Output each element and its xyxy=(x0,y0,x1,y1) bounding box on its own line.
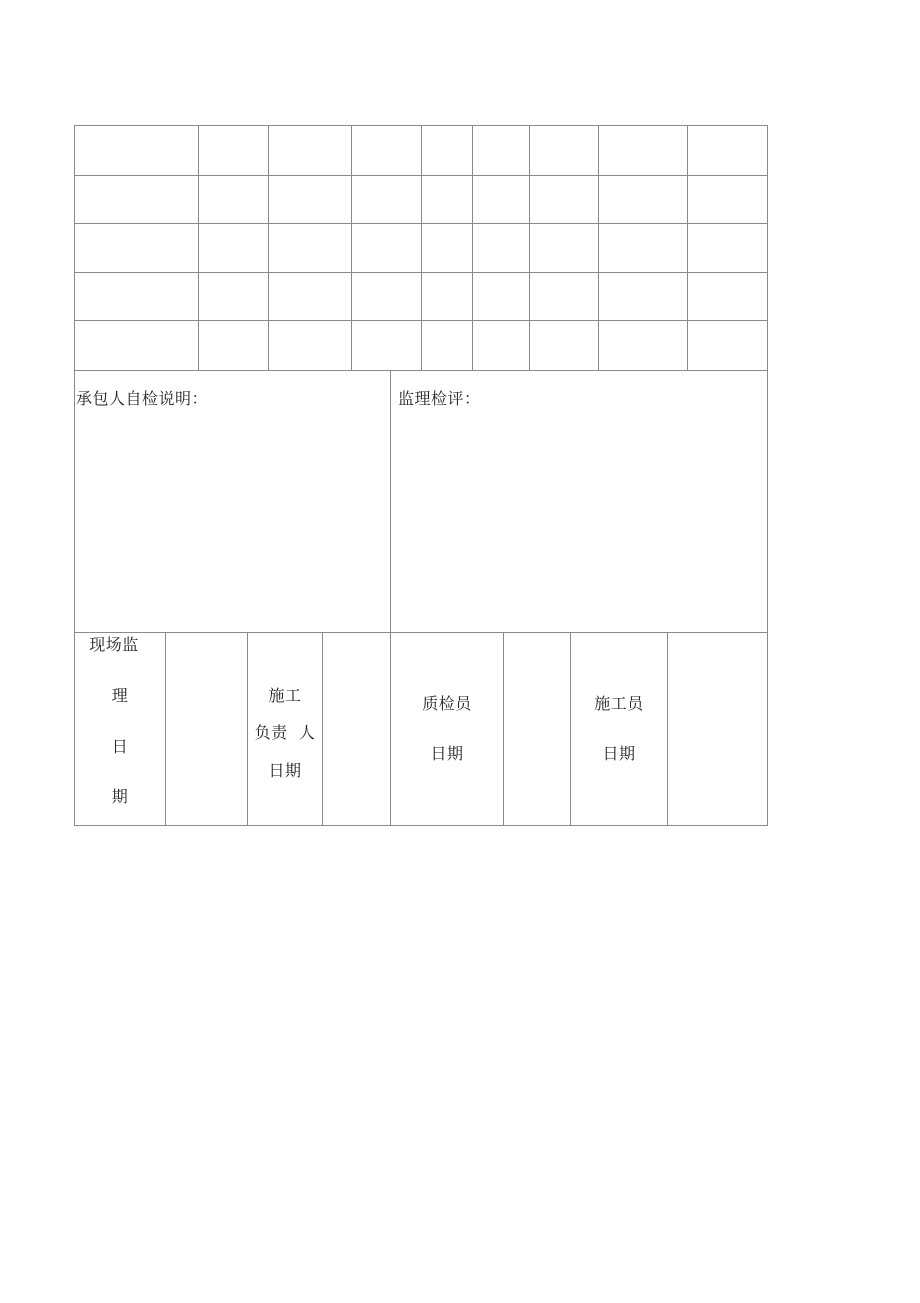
grid-col-line xyxy=(421,125,422,370)
form-border-right xyxy=(767,125,768,826)
construction-lead-label-line1: 施工 xyxy=(268,686,302,705)
signature-row-top xyxy=(74,632,768,633)
supervision-review-label: 监理检评： xyxy=(398,389,481,408)
grid-col-line xyxy=(687,125,688,370)
site-supervisor-label-line3: 日 xyxy=(111,737,129,756)
site-supervisor-label-line2: 理 xyxy=(111,686,129,705)
quality-inspector-label-line1: 质检员 xyxy=(422,694,472,713)
form-border-bottom xyxy=(74,825,768,826)
grid-line-row5 xyxy=(74,370,768,371)
grid-col-line xyxy=(198,125,199,370)
quality-inspector-label-line2: 日期 xyxy=(430,744,464,763)
signature-col-line xyxy=(165,632,166,826)
site-supervisor-label-line4: 期 xyxy=(111,787,129,806)
signature-col-line xyxy=(247,632,248,826)
site-supervisor-label-line1: 现场监 xyxy=(89,635,139,654)
construction-lead-label-line2: 负责 人 xyxy=(254,723,316,742)
form-border-left xyxy=(74,125,75,826)
signature-col-line xyxy=(667,632,668,826)
signature-col-line xyxy=(570,632,571,826)
comments-divider xyxy=(390,370,391,826)
signature-col-line xyxy=(503,632,504,826)
grid-col-line xyxy=(598,125,599,370)
grid-col-line xyxy=(529,125,530,370)
construction-staff-label-line1: 施工员 xyxy=(594,694,644,713)
construction-lead-label-line3: 日期 xyxy=(268,761,302,780)
grid-col-line xyxy=(268,125,269,370)
grid-col-line xyxy=(472,125,473,370)
construction-staff-label-line2: 日期 xyxy=(602,744,636,763)
signature-col-line xyxy=(322,632,323,826)
grid-col-line xyxy=(351,125,352,370)
contractor-self-check-label: 承包人自检说明： xyxy=(76,389,209,408)
